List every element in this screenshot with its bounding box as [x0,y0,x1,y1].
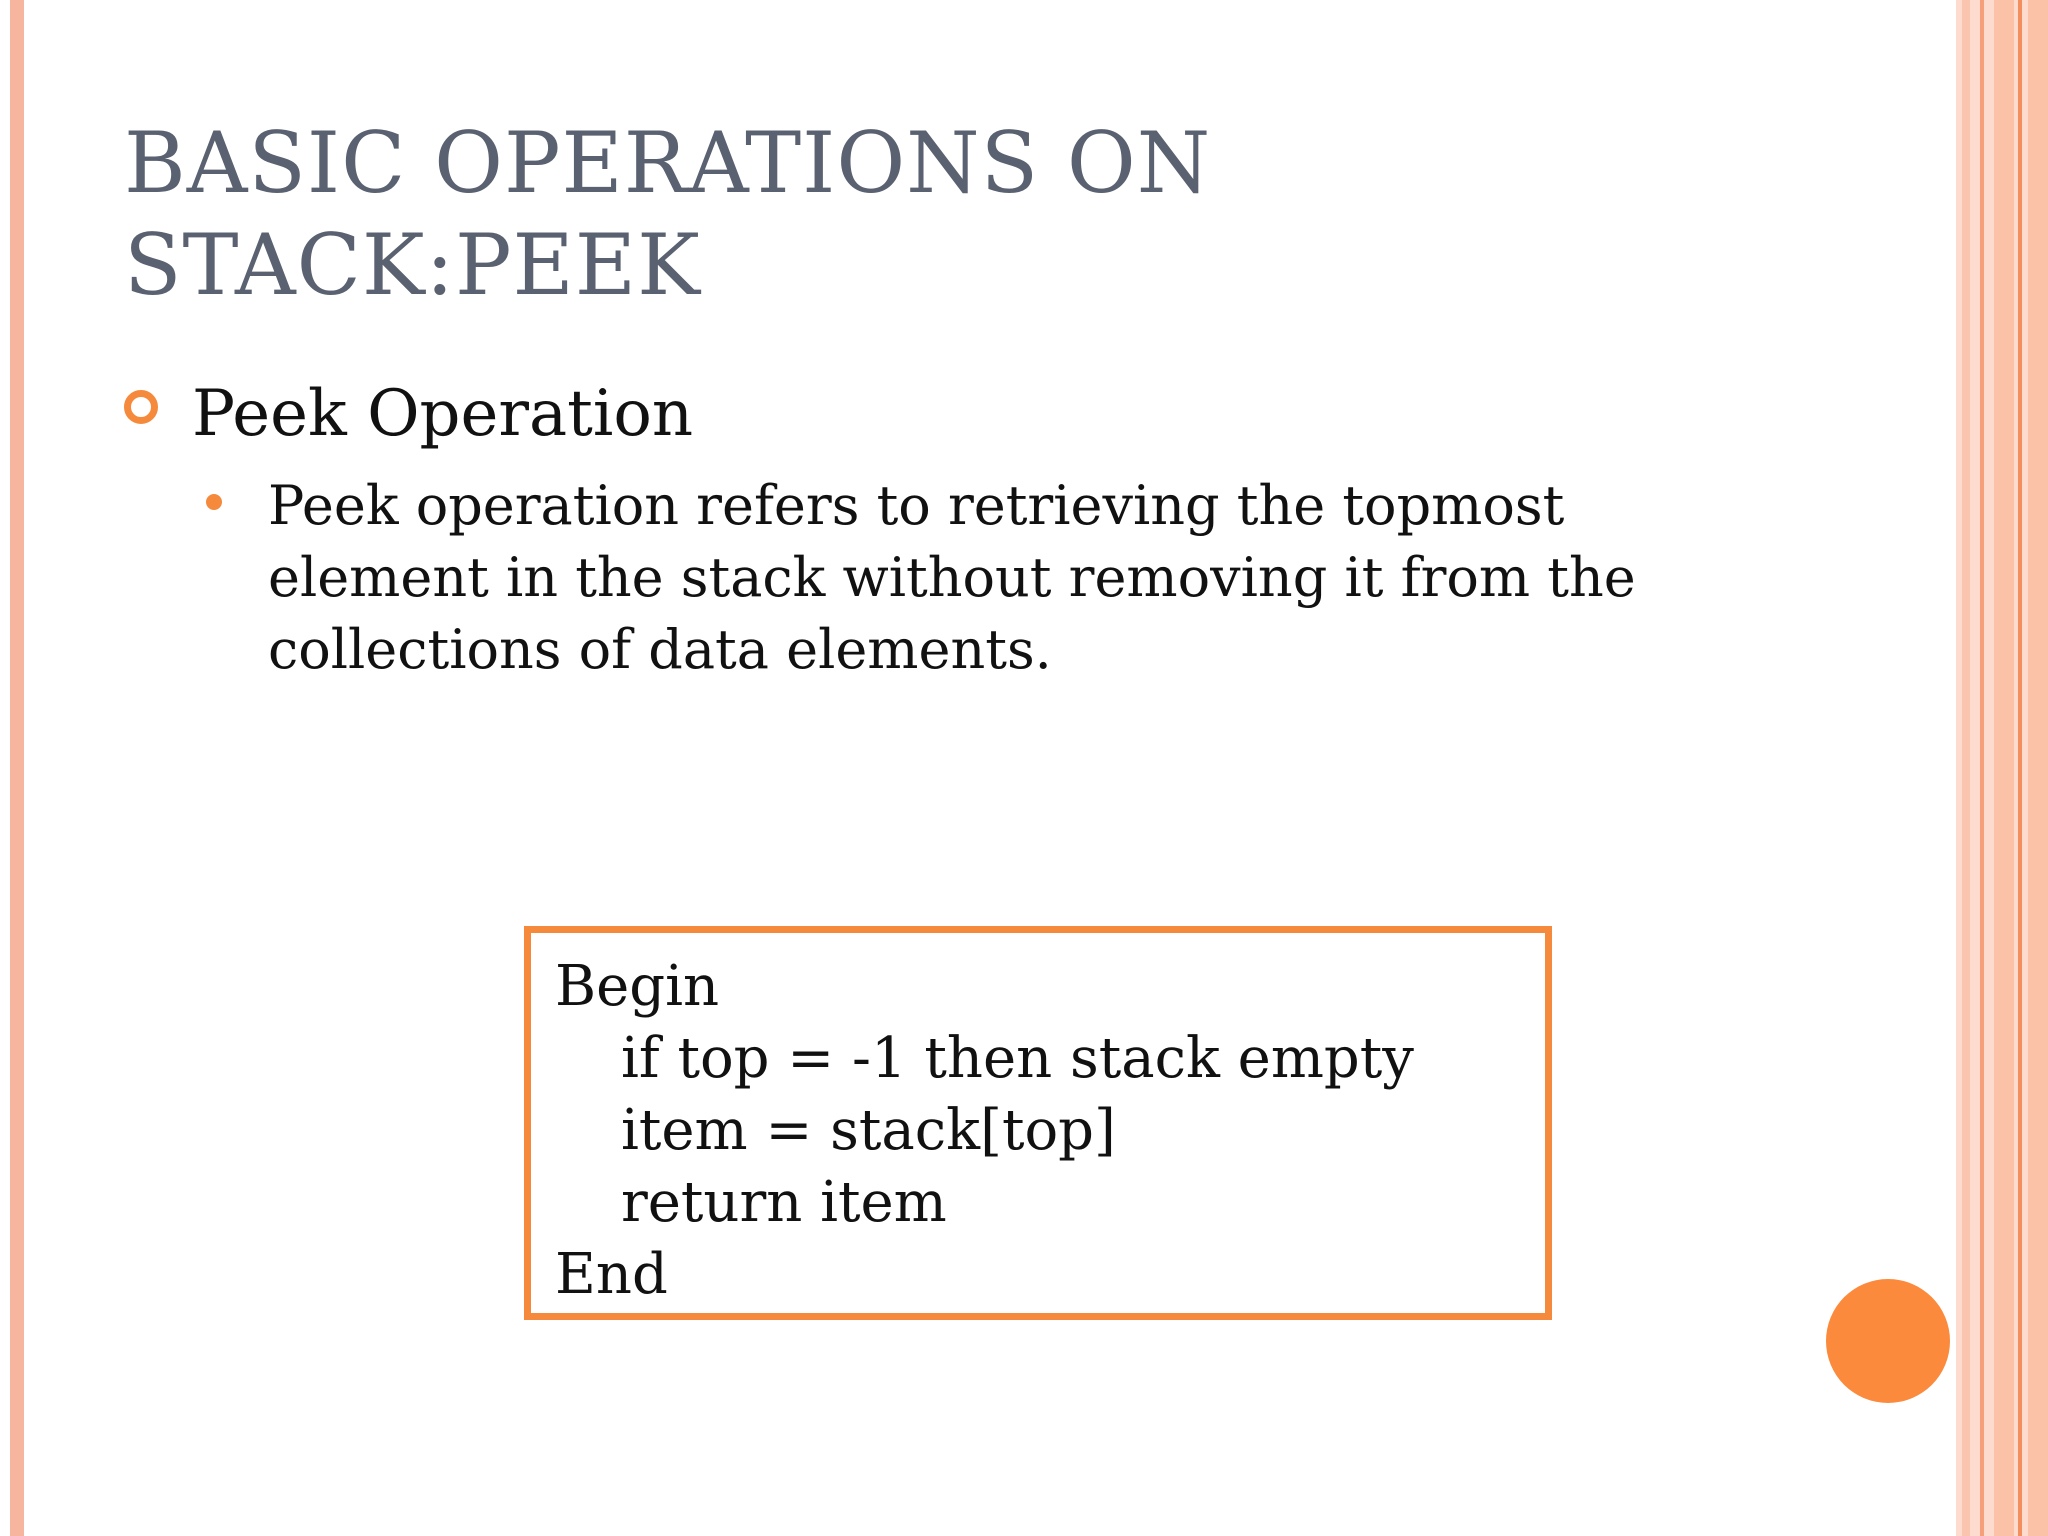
code-line-if: if top = -1 then stack empty [621,1026,1414,1091]
sub-bullet-line-3: collections of data elements. [268,618,1052,681]
code-line-return: return item [621,1170,947,1235]
code-line-end: End [555,1242,668,1307]
code-line-begin: Begin [555,954,720,1019]
right-border-line [2018,0,2022,1536]
title-line-1: BASIC OPERATIONS ON [124,114,1212,212]
bullet-label: Peek Operation [192,377,694,451]
code-line-item: item = stack[top] [621,1098,1116,1163]
sub-bullet-line-1: Peek operation refers to retrieving the topmost [268,474,1565,537]
right-border-line [2028,0,2048,1536]
sub-bullet-line-2: element in the stack without removing it from the [268,546,1636,609]
right-border-line [1994,0,2014,1536]
title-line-2: STACK:PEEK [124,216,701,314]
left-border-stripe [10,0,24,1536]
sub-bullet-text [268,470,1698,686]
right-border-line [1962,0,1970,1536]
decorative-circle [1826,1279,1950,1403]
slide-title [124,112,1624,316]
bullet-peek-operation [124,374,693,454]
pseudocode-box [524,926,1552,1320]
dot-bullet-icon [206,494,222,510]
sub-bullet-description [206,470,1706,686]
right-border-line [1980,0,1984,1536]
ring-bullet-icon [124,390,158,424]
